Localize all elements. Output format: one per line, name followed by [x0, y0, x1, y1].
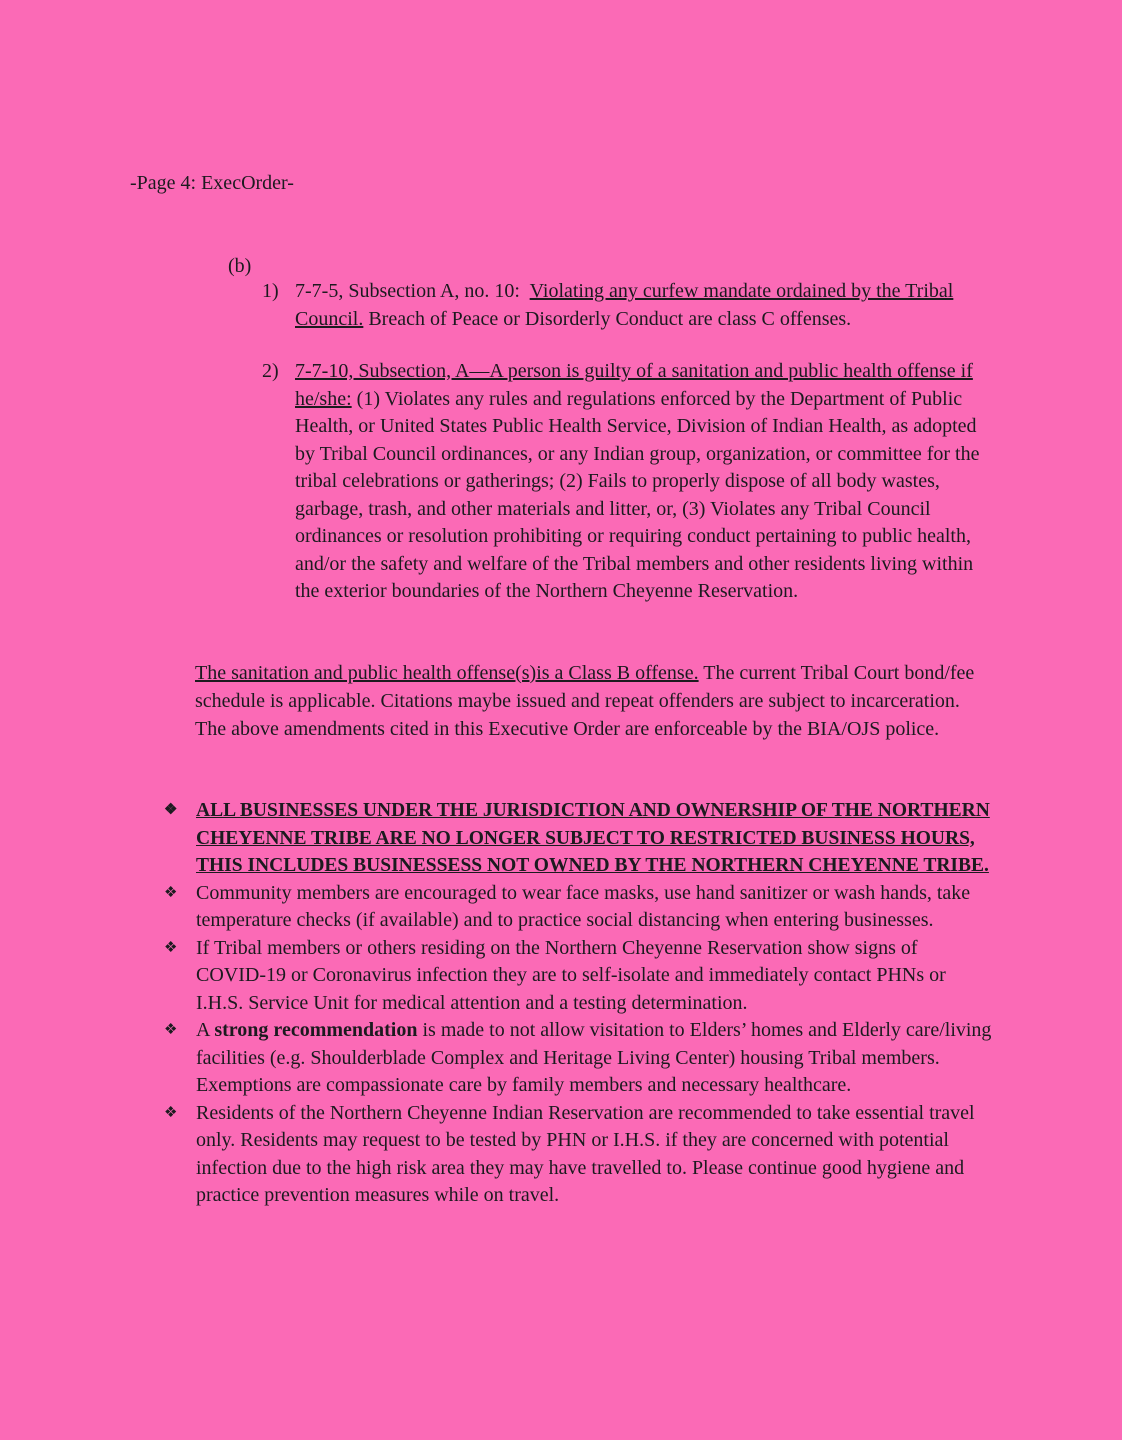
item-number: 2)	[262, 360, 279, 382]
bullet-text-pre: A	[196, 1019, 215, 1041]
bullet-text: Residents of the Northern Cheyenne Indian Reservation are recommended to take essential travel only. Residents may request to be tested by PHN or I.H.S. if they are concerned with potential infection due to the high risk area they may have travelled to. Please continue good hygiene and practice prevention measures while on travel.	[196, 1101, 975, 1206]
bullet-item	[162, 1017, 992, 1100]
item-lead: 7-7-5, Subsection A, no. 10:	[295, 280, 520, 302]
item-underlined-text: 7-7-10, Subsection, A—A person is guilty of a sanitation and public health offense if he/she:	[295, 360, 973, 410]
page-header: -Page 4: ExecOrder-	[130, 172, 294, 194]
bullet-item	[162, 797, 992, 880]
item-number: 1)	[262, 280, 279, 302]
item-text	[295, 358, 997, 606]
item-rest-text: Breach of Peace or Disorderly Conduct are class C offenses.	[363, 307, 852, 330]
bullet-item	[162, 1100, 992, 1210]
numbered-item	[262, 358, 997, 606]
diamond-bullet-icon: ❖	[164, 939, 178, 956]
bullet-item	[162, 935, 992, 1018]
offense-paragraph	[195, 659, 995, 743]
item-text	[295, 278, 997, 333]
bullet-list	[162, 797, 992, 1210]
subsection-label: (b)	[228, 255, 252, 277]
bullet-text	[196, 1019, 991, 1096]
bullet-text: ALL BUSINESSES UNDER THE JURISDICTION AND OWNERSHIP OF THE NORTHERN CHEYENNE TRIBE ARE NO LONGER SUBJECT TO RESTRICTED BUSINESS HOURS, THIS INCLUDES BUSINESSESS NOT OWNED BY THE NORTHERN CHEYENNE TRIBE.	[196, 800, 990, 876]
bullet-text: Community members are encouraged to wear face masks, use hand sanitizer or wash hands, take temperature checks (if available) and to practice social distancing when entering businesses.	[196, 881, 971, 931]
bullet-text: If Tribal members or others residing on the Northern Cheyenne Reservation show signs of COVID-19 or Coronavirus infection they are to self-isolate and immediately contact PHNs or I.H.S. Service Unit for medical attention and a testing determination.	[196, 936, 946, 1014]
bullet-text-post: is made to not allow visitation to Elders’ homes and Elderly care/living facilities (e.g. Shoulderblade Complex and Heritage Living Center) housing Tribal members. Exemptions are compassionate care by family members and necessary healthcare.	[196, 1019, 992, 1096]
bullet-bold-text: strong recommendation	[214, 1019, 418, 1041]
offense-rest-text: The current Tribal Court bond/fee schedule is applicable. Citations maybe issued and repeat offenders are subject to incarceration. The above amendments cited in this Executive Order are enforceable by the BIA/OJS police.	[195, 662, 975, 740]
item-underlined-text: Violating any curfew mandate ordained by the Tribal Council.	[295, 280, 954, 330]
diamond-bullet-icon: ❖	[164, 1104, 178, 1121]
bullet-item	[162, 880, 992, 935]
diamond-bullet-icon: ❖	[164, 802, 178, 818]
numbered-item	[262, 278, 997, 333]
diamond-bullet-icon: ❖	[164, 1022, 178, 1038]
diamond-bullet-icon: ❖	[164, 884, 178, 901]
offense-underlined-text: The sanitation and public health offense(s)is a Class B offense.	[195, 662, 699, 684]
item-rest-text: (1) Violates any rules and regulations enforced by the Department of Public Health, or United States Public Health Service, Division of Indian Health, as adopted by Tribal Council ordinances, or any Indian group, organization, or committee for the tribal celebrations or gatherings; (2) Fails to properly dispose of all body wastes, garbage, trash, and other materials and litter, or, (3) Violates any Tribal Council ordinances or resolution prohibiting or requiring conduct pertaining to public health, and/or the safety and welfare of the Tribal members and other residents living within the exterior boundaries of the Northern Cheyenne Reservation.	[295, 387, 980, 602]
